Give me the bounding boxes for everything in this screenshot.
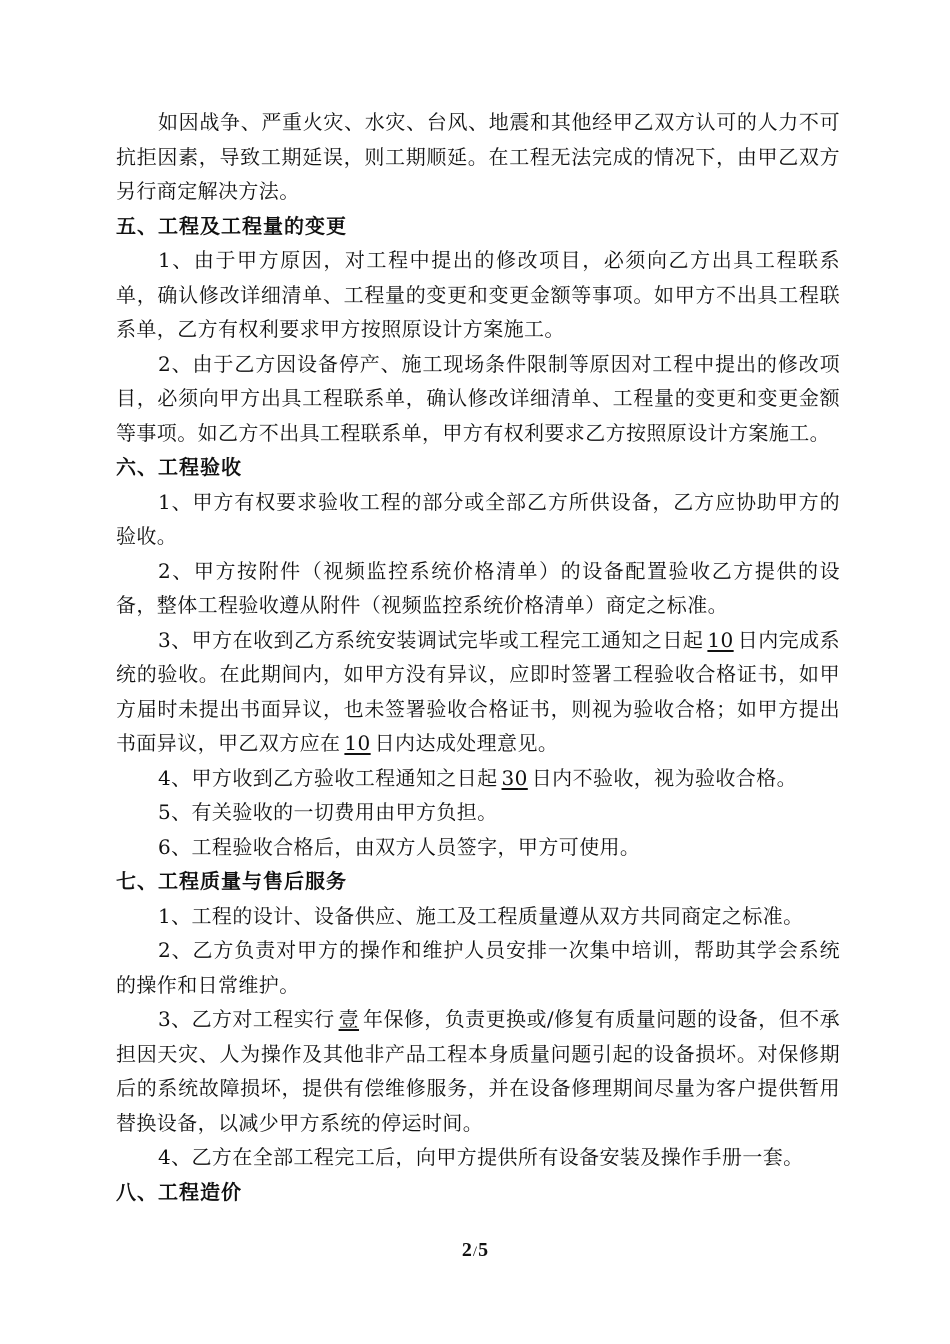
page-current: 2 [461, 1239, 472, 1261]
section-heading-8: 八、工程造价 [116, 1179, 242, 1204]
notice-days-field: 30 [501, 765, 528, 790]
objection-days-field: 10 [344, 731, 371, 755]
clause-6-4-part-b: 日内不验收，视为验收合格。 [531, 765, 797, 790]
page-total: 5 [478, 1239, 489, 1261]
warranty-years-field: 壹 [338, 1007, 360, 1031]
clause-7-3-part-a: 3、乙方对工程实行 [158, 1007, 335, 1031]
section-heading-6: 六、工程验收 [116, 455, 242, 479]
clause-6-6: 6、工程验收合格后，由双方人员签字，甲方可使用。 [158, 834, 641, 859]
section-heading-5: 五、工程及工程量的变更 [116, 213, 347, 238]
clause-6-4-part-a: 4、甲方收到乙方验收工程通知之日起 [158, 765, 498, 790]
clause-6-5: 5、有关验收的一切费用由甲方负担。 [158, 800, 498, 824]
page-separator: / [472, 1244, 478, 1260]
clause-5-2: 2、由于乙方因设备停产、施工现场条件限制等原因对工程中提出的修改项目，必须向甲方出具工程联系单，确认修改详细清单、工程量的变更和变更金额等事项。如乙方不出具工程联系单，甲方有权利要求乙方按照原设计方案施工。 [116, 351, 840, 445]
clause-6-2: 2、甲方按附件（视频监控系统价格清单）的设备配置验收乙方提供的设备，整体工程验收遵从附件（视频监控系统价格清单）商定之标准。 [116, 558, 840, 617]
clause-7-3-part-b: 年保修，负责更换或/修复有质量问题的设备，但不承担因天灾、人为操作及其他非产品工程本身质量问题引起的设备损坏。对保修期后的系统故障损坏，提供有偿维修服务，并在设备修理期间尽量为客户提供暂用替换设备，以减少甲方系统的停运时间。 [116, 1007, 840, 1135]
paragraph-force-majeure: 如因战争、严重火灾、水灾、台风、地震和其他经甲乙双方认可的人力不可抗拒因素，导致工期延误，则工期顺延。在工程无法完成的情况下，由甲乙双方另行商定解决方法。 [116, 110, 840, 203]
clause-6-3 [116, 623, 840, 761]
clause-6-1: 1、甲方有权要求验收工程的部分或全部乙方所供设备，乙方应协助甲方的验收。 [116, 489, 840, 548]
document-body [116, 105, 840, 1209]
clause-5-1: 1、由于甲方原因，对工程中提出的修改项目，必须向乙方出具工程联系单，确认修改详细清单、工程量的变更和变更金额等事项。如甲方不出具工程联系单，乙方有权利要求甲方按照原设计方案施工。 [116, 248, 840, 341]
clause-7-3 [116, 1002, 840, 1140]
clause-7-4: 4、乙方在全部工程完工后，向甲方提供所有设备安装及操作手册一套。 [158, 1145, 804, 1169]
clause-7-2: 2、乙方负责对甲方的操作和维护人员安排一次集中培训，帮助其学会系统的操作和日常维护。 [116, 938, 840, 997]
section-heading-7: 七、工程质量与售后服务 [116, 869, 347, 893]
clause-6-3-part-a: 3、甲方在收到乙方系统安装调试完毕或工程完工通知之日起 [158, 627, 704, 652]
clause-6-3-part-b: 日内完成系统的验收。在此期间内，如甲方没有异议，应即时签署工程验收合格证书，如甲方届时未提出书面异议，也未签署验收合格证书，则视为验收合格；如甲方提出书面异议，甲乙双方应在 [116, 627, 841, 755]
clause-7-1: 1、工程的设计、设备供应、施工及工程质量遵从双方共同商定之标准。 [158, 903, 804, 928]
clause-6-4 [116, 761, 840, 796]
acceptance-days-field: 10 [707, 627, 734, 652]
clause-6-3-part-c: 日内达成处理意见。 [374, 731, 559, 755]
page-number [0, 1239, 950, 1262]
